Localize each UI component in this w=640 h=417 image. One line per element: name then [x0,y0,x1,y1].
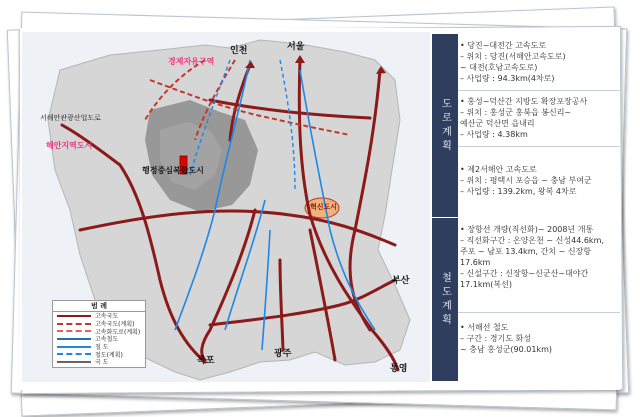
legend-label: 고속국도(계획) [95,321,135,329]
info-item-dangjin-daejeon: • 당진~대전간 고속도로 – 위치 : 당진(서해안고속도로) ~ 대전(호남고속도로) – 사업량 : 94.3km(4차로) [460,41,566,83]
map-legend [52,300,146,368]
info-item-hongseong-deoksan: • 홍성~덕산간 지방도 확장포장공사 – 위치 : 홍성군 홍북읍 봉신리~ 예산군 덕산면 읍내리 – 사업량 : 4.38km [460,97,588,139]
region-label-west-industry: 서해안관광산업도로 [40,114,101,122]
legend-swatch [57,330,91,332]
section-rail-plan: 철도계획 [432,217,458,381]
info-panel [432,34,620,380]
legend-swatch [57,346,91,348]
region-label-economic-zone: 경제자유구역 [168,57,215,66]
city-label-incheon: 인천 [230,46,248,56]
section-road-plan: 도로계획 [432,34,458,217]
region-label-complex-city: 혁신도시 [310,203,338,211]
legend-swatch [57,338,91,340]
legend-title: 범 례 [53,301,145,312]
legend-swatch [57,315,91,317]
legend-swatch [57,353,91,355]
city-label-busan: 부산 [392,276,410,286]
region-label-haengjeong: 행정중심복합도시 [142,166,204,175]
legend-label: 국 도 [95,359,109,367]
legend-item [53,358,145,366]
city-label-seoul: 서울 [287,42,305,52]
info-item-janghang: • 장항선 개량(직선화)~ 2008년 개통 – 직선화구간 : 온양온천 ~ 신성44.6km, 주포 ~ 남포 13.4km, 간치 ~ 신장항 17.6km – 신설구간 : 신장항~신군산~대야간 17.1km(복선) [460,225,604,289]
city-label-tongyeong: 통영 [390,364,408,374]
legend-label: 고속국도 [95,313,119,321]
info-item-seohae-2: • 제2서해안 고속도로 – 위치 : 평택시 포승읍 ~ 충남 부여군 – 사업량 : 139.2km, 왕복 4차로 [460,165,592,196]
info-item-seohae-rail: • 서해선 철도 – 구간 : 경기도 화성 ~ 충남 홍성군(90.01km) [460,323,552,354]
legend-label: 철 도 [95,344,109,352]
city-label-mokpo: 목포 [197,356,215,366]
legend-label: 철도(계획) [95,351,123,359]
legend-rows [53,312,145,366]
legend-label: 고속철도 [95,336,119,344]
legend-label: 고속화도로(계획) [95,328,141,336]
divider [458,312,620,313]
divider [458,146,620,147]
region-label-west-coast-city: 해안지역도시 [46,141,93,150]
legend-swatch [57,361,91,363]
city-label-gwangju: 광주 [274,349,292,359]
legend-swatch [57,323,91,325]
divider [458,90,620,91]
